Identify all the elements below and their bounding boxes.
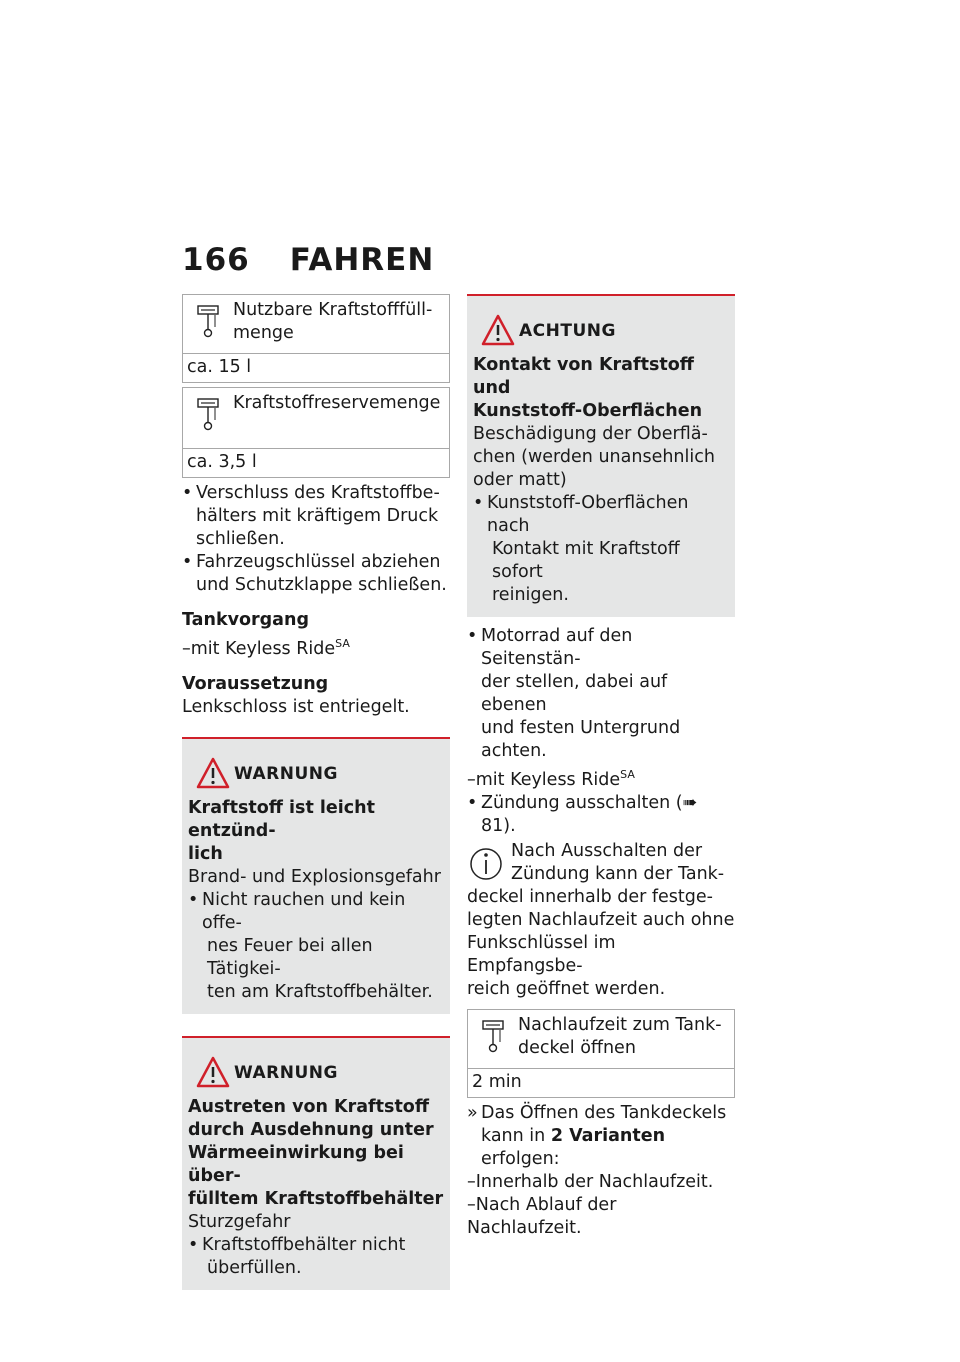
warning-heading: lich	[188, 844, 223, 864]
bullet-icon: •	[182, 483, 193, 503]
info-text: Zündung kann der Tank-	[511, 864, 725, 884]
caution-action	[473, 492, 729, 607]
warning-action	[188, 1234, 444, 1280]
page-reference-link[interactable]: 81).	[481, 816, 516, 836]
warning-action	[188, 889, 444, 1004]
condition-text: –mit Keyless Ride	[467, 770, 621, 790]
warning-triangle-icon	[481, 314, 515, 346]
warning-heading: Kraftstoff ist leicht entzünd-	[188, 798, 375, 841]
list-item	[467, 625, 735, 763]
warning-triangle-icon	[196, 1056, 230, 1088]
warning-box-flammable	[182, 737, 450, 1014]
result-marker-icon: »	[467, 1103, 478, 1123]
page-number: 166	[182, 242, 250, 278]
variant-item: –Innerhalb der Nachlaufzeit.	[467, 1172, 714, 1192]
condition-text: –mit Keyless Ride	[182, 639, 336, 659]
result-emphasis: 2 Varianten	[550, 1126, 666, 1146]
bullet-icon: •	[182, 552, 193, 572]
list-item	[182, 551, 450, 597]
warning-description: Sturzgefahr	[188, 1212, 291, 1232]
warning-heading: Wärmeeinwirkung bei über-	[188, 1143, 404, 1186]
caution-description: chen (werden unansehnlich	[473, 447, 715, 467]
spec-label: Nachlaufzeit zum Tank-	[518, 1015, 722, 1035]
sa-superscript: SA	[335, 637, 350, 650]
info-text: deckel innerhalb der festge-	[467, 887, 713, 907]
subheading-tankvorgang: Tankvorgang	[182, 610, 309, 630]
spec-value: 2 min	[472, 1072, 522, 1092]
spec-value: ca. 3,5 l	[187, 452, 257, 472]
info-text: Funkschlüssel im Empfangsbe-	[467, 933, 616, 976]
list-item-text: und festen Untergrund achten.	[481, 718, 681, 761]
warning-label: WARNUNG	[234, 764, 338, 784]
list-item-text: der stellen, dabei auf ebenen	[481, 672, 668, 715]
condition-line	[467, 763, 735, 792]
spec-run-on-time	[467, 1009, 735, 1098]
warning-action-text: überfüllen.	[207, 1258, 302, 1278]
result-text: Das Öffnen des Tankdeckels	[481, 1103, 727, 1123]
warning-label: WARNUNG	[234, 1063, 338, 1083]
result-item	[467, 1102, 735, 1171]
page-reference-arrow-icon: ➠	[682, 793, 698, 813]
info-text: legten Nachlaufzeit auch ohne	[467, 910, 735, 930]
list-item-text: Verschluss des Kraftstoffbe-	[196, 483, 440, 503]
caution-action-text: Kunststoff-Oberflächen nach	[487, 493, 689, 536]
list-item-text: hälters mit kräftigem Druck	[196, 506, 439, 526]
warning-action-text: Kraftstoffbehälter nicht	[202, 1235, 406, 1255]
spec-reserve-fuel	[182, 387, 450, 478]
list-item	[467, 792, 735, 838]
section-title: FAHREN	[289, 242, 435, 278]
list-item-text: Zündung ausschalten (	[481, 793, 683, 813]
caution-heading: Kontakt von Kraftstoff und	[473, 355, 694, 398]
caution-heading: Kunststoff-Oberflächen	[473, 401, 703, 421]
warning-action-text: Nicht rauchen und kein offe-	[202, 890, 406, 933]
subheading-voraussetzung: Voraussetzung	[182, 674, 329, 694]
variant-item: –Nach Ablauf der Nachlaufzeit.	[467, 1195, 617, 1238]
page-header	[182, 242, 434, 278]
warning-description: Brand- und Explosionsgefahr	[188, 867, 441, 887]
spec-value: ca. 15 l	[187, 357, 252, 377]
prerequisite-text: Lenkschloss ist entriegelt.	[182, 697, 410, 717]
bullet-icon: •	[467, 793, 478, 813]
caution-description: Beschädigung der Oberflä-	[473, 424, 708, 444]
left-column	[182, 294, 450, 1290]
result-text: kann in	[481, 1126, 546, 1146]
spec-label: Nutzbare Kraftstofffüll-	[233, 300, 433, 320]
list-item	[182, 482, 450, 551]
caution-action-text: reinigen.	[492, 585, 569, 605]
bullet-icon: •	[188, 1235, 199, 1255]
result-text-line	[481, 1125, 735, 1171]
spec-label: menge	[233, 323, 294, 343]
warning-heading: Austreten von Kraftstoff	[188, 1097, 430, 1117]
info-text: reich geöffnet werden.	[467, 979, 666, 999]
caution-action-text: Kontakt mit Kraftstoff sofort	[492, 539, 680, 582]
bullet-icon: •	[467, 626, 478, 646]
info-icon	[469, 844, 503, 884]
warning-box-overfill	[182, 1036, 450, 1290]
caution-box-plastic	[467, 294, 735, 617]
technical-data-icon	[482, 1020, 504, 1054]
list-item-text: schließen.	[196, 529, 285, 549]
technical-data-icon	[197, 305, 219, 339]
condition-line	[182, 632, 450, 661]
right-column	[467, 294, 735, 1240]
bullet-icon: •	[188, 890, 199, 910]
info-text: Nach Ausschalten der	[511, 841, 703, 861]
warning-heading: fülltem Kraftstoffbehälter	[188, 1189, 444, 1209]
warning-triangle-icon	[196, 757, 230, 789]
result-text: erfolgen:	[481, 1149, 560, 1169]
list-item-text: und Schutzklappe schließen.	[196, 575, 447, 595]
spec-usable-fuel	[182, 294, 450, 383]
spec-label: deckel öffnen	[518, 1038, 636, 1058]
info-note	[467, 840, 735, 1001]
spec-label: Kraftstoffreservemenge	[233, 393, 441, 413]
caution-description: oder matt)	[473, 470, 567, 490]
technical-data-icon	[197, 398, 219, 432]
warning-action-text: nes Feuer bei allen Tätigkei-	[207, 936, 373, 979]
warning-heading: durch Ausdehnung unter	[188, 1120, 434, 1140]
list-item-text: Motorrad auf den Seitenstän-	[481, 626, 633, 669]
caution-label: ACHTUNG	[519, 321, 616, 341]
warning-action-text: ten am Kraftstoffbehälter.	[207, 982, 433, 1002]
list-item-text: Fahrzeugschlüssel abziehen	[196, 552, 441, 572]
bullet-icon: •	[473, 493, 484, 513]
sa-superscript: SA	[620, 768, 635, 781]
